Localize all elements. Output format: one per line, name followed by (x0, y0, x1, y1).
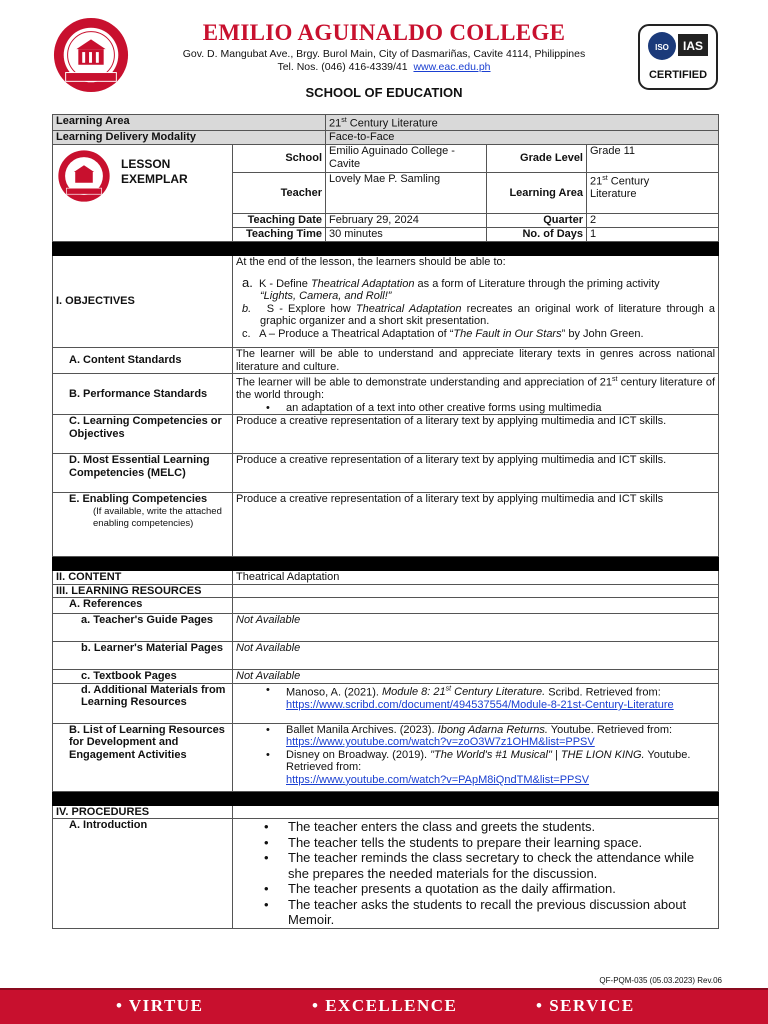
content-row (53, 571, 719, 585)
modality-row (53, 131, 719, 145)
introduction-label: A. Introduction (53, 819, 233, 929)
learning-area-value: 21st Century Literature (326, 115, 719, 131)
learning-area-value-2: 21st Century Literature (587, 173, 719, 214)
learning-competencies-row (53, 415, 719, 454)
enabling-competencies-row (53, 493, 719, 557)
teaching-time-value: 30 minutes (326, 228, 487, 242)
additional-materials-label: d. Additional Materials from Learning Resources (53, 683, 233, 723)
learners-material-value: Not Available (233, 642, 719, 670)
resource-ref-2: • Disney on Broadway. (2019). "The World's #1 Musical" | THE LION KING. Youtube. Retrieved from: https://www.youtube.com/watch?v=PApM8iQndTM&list=PPSV (236, 749, 715, 787)
enabling-competencies-note: (If available, write the attached enabling competencies) (93, 505, 222, 529)
teaching-date-value: February 29, 2024 (326, 214, 487, 228)
separator-bar-3 (53, 791, 719, 805)
content-standards-row (53, 348, 719, 374)
youtube-link-1[interactable]: https://www.youtube.com/watch?v=zoO3W7z1OHM&list=PPSV (286, 736, 595, 749)
iso-text: ISO (655, 43, 669, 52)
list-of-resources-row (53, 723, 719, 791)
school-label: School (233, 145, 326, 173)
melc-value: Produce a creative representation of a literary text by applying multimedia and ICT skills. (233, 454, 719, 493)
form-code: QF-PQM-035 (05.03.2023) Rev.06 (599, 976, 722, 985)
certified-text: CERTIFIED (648, 69, 708, 81)
teachers-guide-label: a. Teacher's Guide Pages (53, 614, 233, 642)
excellence-value: • EXCELLENCE (312, 996, 458, 1015)
teaching-date-label: Teaching Date (233, 214, 326, 228)
introduction-list (236, 819, 715, 928)
school-value: Emilio Aguinado College - Cavite (326, 145, 487, 173)
iso-certified-badge-icon (638, 24, 718, 90)
additional-materials-ref: • Manoso, A. (2021). Module 8: 21st Century Literature. Scribd. Retrieved from: https://www.scribd.com/document/494537554/Module-8-21st-Century-Literature (236, 684, 715, 712)
introduction-content (233, 819, 719, 929)
additional-materials-value (233, 683, 719, 723)
procedures-label: IV. PROCEDURES (53, 805, 233, 819)
list-item: • The teacher reminds the class secretary to check the attendance while she prepares the needed materials for the discussion. (236, 850, 715, 881)
learning-area-label: Learning Area (53, 115, 326, 131)
quarter-label: Quarter (487, 214, 587, 228)
content-standards-value: The learner will be able to understand and appreciate literary texts in genres across national literature and culture. (233, 348, 719, 374)
ias-text: IAS (682, 39, 704, 53)
lesson-exemplar-cell (53, 145, 233, 242)
modality-value: Face-to-Face (326, 131, 719, 145)
college-address: Gov. D. Mangubat Ave., Brgy. Burol Main, City of Dasmariñas, Cavite 4114, Philippines (182, 48, 586, 60)
lesson-exemplar-table (52, 114, 718, 929)
resource-ref-1: • Ballet Manila Archives. (2023). Ibong Adarna Returns. Youtube. Retrieved from: https://www.youtube.com/watch?v=zoO3W7z1OHM&list=PPSV (236, 724, 715, 749)
textbook-row (53, 670, 719, 684)
learning-area-label-2: Learning Area (487, 173, 587, 214)
textbook-value: Not Available (233, 670, 719, 684)
objective-a: a. K - Define Theatrical Adaptation as a form of Literature through the priming activity “Lights, Camera, and Roll!” (242, 274, 660, 303)
objective-b: b. S - Explore how Theatrical Adaptation recreates an original work of literature through a graphic organizer and a short skit presentation. (242, 302, 716, 328)
learners-material-label: b. Learner's Material Pages (53, 642, 233, 670)
performance-standards-row (53, 374, 719, 415)
scribd-link[interactable]: https://www.scribd.com/document/494537554/Module-8-21st-Century-Literature (286, 698, 674, 711)
grade-level-value: Grade 11 (587, 145, 719, 173)
teachers-guide-row (53, 614, 719, 642)
performance-standards-value: The learner will be able to demonstrate understanding and appreciation of 21st century literature of the world through: • an adaptation of a text into other creative forms using multimedia (233, 374, 719, 415)
virtue-value: • VIRTUE (116, 996, 204, 1015)
college-seal-logo (52, 16, 130, 94)
references-label: A. References (53, 598, 233, 614)
list-of-resources-label: B. List of Learning Resources for Development and Engagement Activities (53, 723, 233, 791)
objective-c: c. A – Produce a Theatrical Adaptation of “The Fault in Our Stars” by John Green. (242, 327, 644, 340)
list-item: • The teacher enters the class and greets the students. (236, 819, 715, 835)
enabling-competencies-value: Produce a creative representation of a literary text by applying multimedia and ICT skills (233, 493, 719, 557)
learners-material-row (53, 642, 719, 670)
college-name: EMILIO AGUINALDO COLLEGE (202, 20, 566, 45)
performance-standards-bullet: • an adaptation of a text into other creative forms using multimedia (236, 402, 715, 415)
additional-materials-row (53, 683, 719, 723)
youtube-link-2[interactable]: https://www.youtube.com/watch?v=PApM8iQndTM&list=PPSV (286, 773, 590, 786)
content-standards-label: A. Content Standards (53, 348, 233, 374)
teacher-label: Teacher (233, 173, 326, 214)
textbook-label: c. Textbook Pages (53, 670, 233, 684)
objectives-content (233, 256, 719, 348)
introduction-row (53, 819, 719, 929)
teachers-guide-value: Not Available (233, 614, 719, 642)
telephone-numbers: Tel. Nos. (046) 416-4339/41 (277, 61, 408, 73)
quarter-value: 2 (587, 214, 719, 228)
learning-resources-label: III. LEARNING RESOURCES (53, 584, 233, 598)
lesson-label: LESSON (121, 157, 171, 172)
school-of-education-title: SCHOOL OF EDUCATION (305, 85, 463, 100)
objectives-intro: At the end of the lesson, the learners should be able to: (236, 256, 506, 269)
content-label: II. CONTENT (53, 571, 233, 585)
learning-competencies-label: C. Learning Competencies or Objectives (53, 415, 233, 454)
days-label: No. of Days (487, 228, 587, 242)
learning-resources-row (53, 584, 719, 598)
melc-label: D. Most Essential Learning Competencies (MELC) (53, 454, 233, 493)
list-item: • The teacher asks the students to recall the previous discussion about Memoir. (236, 897, 715, 928)
core-values-bar (0, 988, 768, 1024)
separator-bar (53, 242, 719, 256)
content-value: Theatrical Adaptation (233, 571, 719, 585)
list-item: • The teacher tells the students to prepare their learning space. (236, 835, 715, 851)
procedures-row (53, 805, 719, 819)
service-value: • SERVICE (536, 996, 635, 1015)
enabling-competencies-label (53, 493, 233, 557)
list-of-resources-value (233, 723, 719, 791)
learning-competencies-value: Produce a creative representation of a literary text by applying multimedia and ICT skills. (233, 415, 719, 454)
college-contact (150, 61, 618, 73)
separator-bar-2 (53, 557, 719, 571)
teacher-value: Lovely Mae P. Samling (326, 173, 487, 214)
teaching-time-label: Teaching Time (233, 228, 326, 242)
exemplar-label: EXEMPLAR (121, 172, 188, 187)
list-item: • The teacher presents a quotation as the daily affirmation. (236, 881, 715, 897)
college-seal-small-icon (57, 149, 111, 203)
performance-standards-label: B. Performance Standards (53, 374, 233, 415)
references-row (53, 598, 719, 614)
enabling-competencies-title: E. Enabling Competencies (69, 493, 208, 506)
days-value: 1 (587, 228, 719, 242)
melc-row (53, 454, 719, 493)
learning-area-row (53, 115, 719, 131)
objectives-label: I. OBJECTIVES (53, 256, 233, 348)
letterhead (0, 0, 768, 112)
grade-level-label: Grade Level (487, 145, 587, 173)
modality-label: Learning Delivery Modality (53, 131, 326, 145)
school-row (53, 145, 719, 173)
objectives-row (53, 256, 719, 348)
website-link[interactable]: www.eac.edu.ph (413, 61, 491, 73)
